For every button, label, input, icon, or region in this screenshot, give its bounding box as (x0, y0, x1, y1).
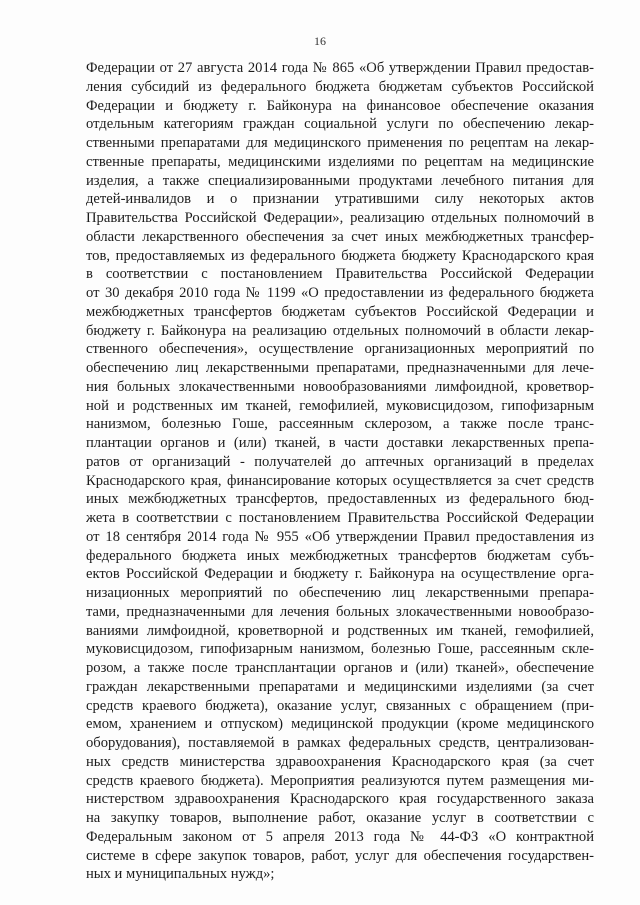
text-line: ваниями лимфоидной, кроветворной и родственных им тканей, гемофилией, (86, 622, 594, 639)
text-line: розом, а также после трансплантации органов и (или) тканей», обеспечение (86, 660, 594, 676)
text-line: тами, предназначенными для лечения больных злокачественными новообразо- (86, 603, 594, 620)
text-line: иных межбюджетных трансфертов, предоставленных из федерального бюд- (86, 491, 594, 508)
text-line: области лекарственного обеспечения за счет иных межбюджетных трансфер- (86, 228, 594, 245)
text-line: в соответствии с постановлением Правительства Российской Федерации (86, 266, 594, 283)
text-line: от 30 декабря 2010 года № 1199 «О предоставлении из федерального бюджета (86, 285, 594, 301)
text-line: нистерством здравоохранения Краснодарского края государственного заказа (86, 791, 594, 808)
text-line: ственными препаратами для медицинского применения по рецептам на лекар- (86, 135, 594, 151)
text-line: Федеральным законом от 5 апреля 2013 года № 44-ФЗ «О контрактной (86, 828, 594, 845)
text-line: системе в сфере закупок товаров, работ, услуг для обеспечения государствен- (86, 847, 594, 864)
text-line: изделия, а также специализированными продуктами лечебного питания для (86, 172, 594, 189)
text-line: федерального бюджета иных межбюджетных трансфертов бюджетам субъ- (86, 547, 594, 564)
text-line: Краснодарского края, финансирование которых осуществляется за счет средств (86, 472, 594, 489)
text-line: ления субсидий из федерального бюджета бюджетам субъектов Российской (86, 78, 594, 95)
text-line: ных средств министерства здравоохранения Краснодарского края (за счет (86, 753, 594, 770)
text-line: обеспечению лиц лекарственными препаратами, предназначенными для лече- (86, 360, 594, 376)
text-line: жета в соответствии с постановлением Правительства Российской Федерации (86, 510, 594, 526)
text-line: средств краевого бюджета), оказание услуг, связанных с обращением (при- (86, 697, 594, 714)
text-line: низационных мероприятий по обеспечению лиц лекарственными препара- (86, 585, 594, 601)
text-line: отдельным категориям граждан социальной услуги по обеспечению лекар- (86, 116, 594, 133)
text-line: межбюджетных трансфертов бюджетам субъектов Российской Федерации и (86, 303, 594, 320)
text-line: оборудования), поставляемой в рамках федеральных средств, централизован- (86, 735, 594, 751)
page-number: 16 (314, 34, 326, 48)
body-text (86, 59, 594, 884)
text-line: ектов Российской Федерации и бюджету г. Байконура на осуществление орга- (86, 566, 594, 583)
text-line: ния больных злокачественными новообразованиями лимфоидной, кроветвор- (86, 378, 594, 395)
text-line: тов, предоставляемых из федерального бюджета бюджету Краснодарского края (86, 247, 594, 264)
text-line: детей-инвалидов и о признании утратившими силу некоторых актов (86, 191, 594, 208)
text-line: Федерации от 27 августа 2014 года № 865 «Об утверждении Правил предостав- (86, 60, 594, 76)
text-line: Федерации и бюджету г. Байконура на финансовое обеспечение оказания (86, 97, 594, 114)
text-line: ственного обеспечения», осуществление организационных мероприятий по (86, 341, 594, 358)
text-line: нанизмом, болезнью Гоше, рассеянным склерозом, а также после транс- (86, 416, 594, 433)
text-line: ратов от организаций - получателей до аптечных организаций в пределах (86, 453, 594, 470)
text-line: на закупку товаров, выполнение работ, оказание услуг в соответствии с (86, 810, 594, 826)
text-line: плантации органов и (или) тканей, в части доставки лекарственных препа- (86, 435, 594, 451)
text-line: ственные препараты, медицинскими изделиями по рецептам на медицинские (86, 153, 594, 170)
text-line: граждан лекарственными препаратами и медицинскими изделиями (за счет (86, 678, 594, 695)
text-line: емом, хранением и отпуском) медицинской продукции (кроме медицинского (86, 716, 594, 733)
text-line: бюджету г. Байконура на реализацию отдельных полномочий в области лекар- (86, 322, 594, 339)
text-line: от 18 сентября 2014 года № 955 «Об утверждении Правил предоставления из (86, 528, 594, 545)
text-line: Правительства Российской Федерации», реализацию отдельных полномочий в (86, 210, 594, 226)
text-line: средств краевого бюджета). Мероприятия реализуются путем размещения ми- (86, 772, 594, 789)
text-line: ных и муниципальных нужд»; (86, 866, 275, 883)
text-line: ной и родственных им тканей, гемофилией, муковисцидозом, гипофизарным (86, 397, 594, 414)
text-line: муковисцидозом, гипофизарным нанизмом, болезнью Гоше, рассеянным скле- (86, 641, 594, 658)
